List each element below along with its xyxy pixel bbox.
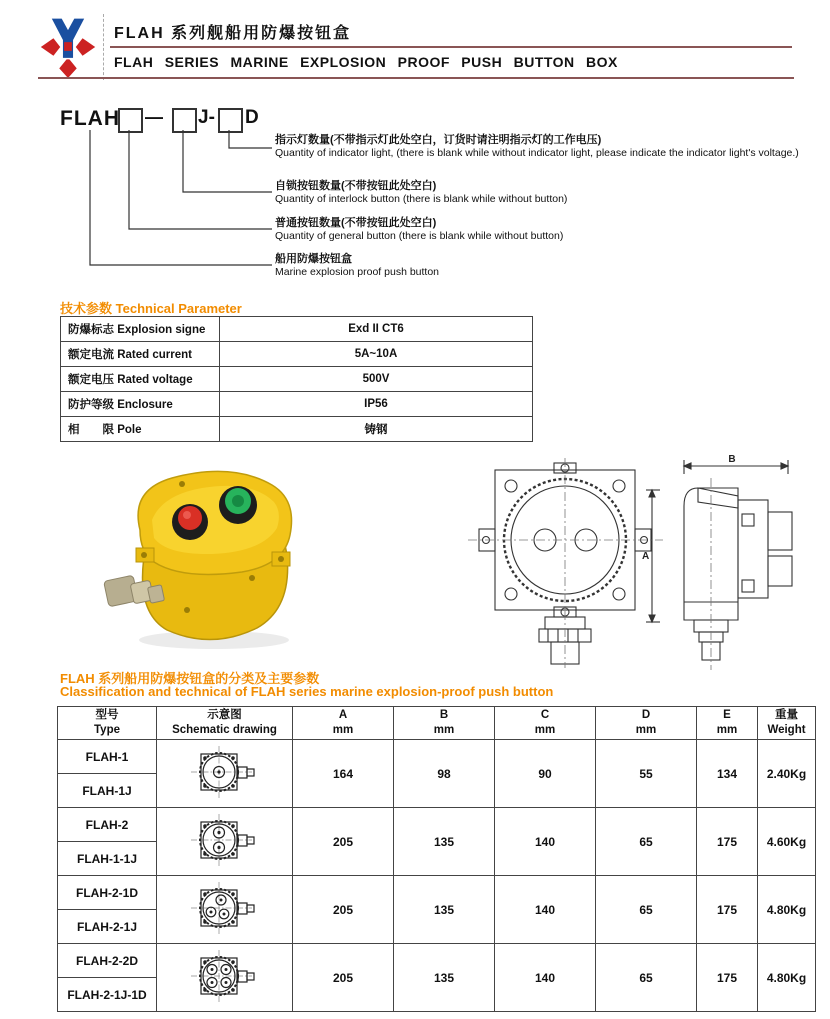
dim-e: 175 bbox=[697, 808, 758, 876]
header-divider bbox=[103, 14, 104, 80]
dim-d: 65 bbox=[596, 944, 697, 1012]
model-code-dash: — bbox=[145, 107, 163, 127]
dim-a: 164 bbox=[293, 740, 394, 808]
model-type: FLAH-2-1D bbox=[58, 876, 157, 910]
classification-table bbox=[57, 706, 816, 1012]
table-row: 额定电压 Rated voltage 500V bbox=[61, 367, 533, 392]
col-header-e: E mm bbox=[697, 707, 758, 740]
annotation-indicator-light: 指示灯数量(不带指示灯此处空白，订货时请注明指示灯的工作电压) Quantity of indicator light, (there is blank while without indicator light, please indicate the indicator light's voltage.) bbox=[275, 134, 799, 159]
classification-heading-en: Classification and technical of FLAH series marine explosion-proof push button bbox=[60, 684, 554, 699]
dim-b: 135 bbox=[394, 944, 495, 1012]
table-row bbox=[58, 876, 816, 910]
dim-c: 140 bbox=[495, 944, 596, 1012]
col-header-weight: 重量 Weight bbox=[758, 707, 816, 740]
dim-c: 140 bbox=[495, 876, 596, 944]
col-header-b: B mm bbox=[394, 707, 495, 740]
model-type: FLAH-1J bbox=[58, 774, 157, 808]
model-code-box-general bbox=[118, 108, 143, 133]
dim-b: 135 bbox=[394, 808, 495, 876]
dim-d: 55 bbox=[596, 740, 697, 808]
model-type: FLAH-2-1J bbox=[58, 910, 157, 944]
model-code-leader-lines bbox=[60, 128, 280, 278]
dim-b: 98 bbox=[394, 740, 495, 808]
col-header-c: C mm bbox=[495, 707, 596, 740]
dim-e: 175 bbox=[697, 944, 758, 1012]
dim-e: 134 bbox=[697, 740, 758, 808]
col-header-schematic: 示意图 Schematic drawing bbox=[157, 707, 293, 740]
model-code-prefix: FLAH bbox=[60, 107, 120, 130]
model-type: FLAH-2 bbox=[58, 808, 157, 842]
table-row: 额定电流 Rated current 5A~10A bbox=[61, 342, 533, 367]
table-row bbox=[58, 740, 816, 774]
dim-d: 65 bbox=[596, 808, 697, 876]
weight: 2.40Kg bbox=[758, 740, 816, 808]
model-code-box-indicator bbox=[218, 108, 243, 133]
table-row bbox=[58, 944, 816, 978]
weight: 4.60Kg bbox=[758, 808, 816, 876]
dimension-label-a: A bbox=[642, 551, 650, 562]
red-button-icon bbox=[172, 504, 208, 540]
dimension-label-b: B bbox=[728, 454, 736, 465]
classification-heading-zh: FLAH 系列船用防爆按钮盒的分类及主要参数 bbox=[60, 671, 320, 686]
table-row: 相 限 Pole 铸钢 bbox=[61, 417, 533, 442]
dim-c: 140 bbox=[495, 808, 596, 876]
schematic-4-button-icon bbox=[157, 944, 293, 1012]
annotation-interlock-button: 自锁按钮数量(不带按钮此处空白) Quantity of interlock button (there is blank while without button) bbox=[275, 180, 568, 205]
table-row: 防爆标志 Explosion signe Exd II CT6 bbox=[61, 317, 533, 342]
weight: 4.80Kg bbox=[758, 876, 816, 944]
dim-a: 205 bbox=[293, 808, 394, 876]
col-header-a: A mm bbox=[293, 707, 394, 740]
side-view-drawing bbox=[638, 452, 810, 674]
product-photo bbox=[92, 460, 337, 655]
table-row: 防护等级 Enclosure IP56 bbox=[61, 392, 533, 417]
schematic-2-button-icon bbox=[157, 808, 293, 876]
dim-b: 135 bbox=[394, 876, 495, 944]
dim-d: 65 bbox=[596, 876, 697, 944]
front-view-drawing bbox=[468, 458, 663, 670]
model-type: FLAH-2-2D bbox=[58, 944, 157, 978]
schematic-1-button-icon bbox=[157, 740, 293, 808]
green-button-icon bbox=[219, 486, 257, 524]
model-type: FLAH-2-1J-1D bbox=[58, 978, 157, 1012]
model-code-box-interlock bbox=[172, 108, 197, 133]
model-code-j: J- bbox=[198, 107, 215, 128]
weight: 4.80Kg bbox=[758, 944, 816, 1012]
annotation-marine-box: 船用防爆按钮盒 Marine explosion proof push button bbox=[275, 253, 440, 278]
dim-c: 90 bbox=[495, 740, 596, 808]
table-header-row bbox=[58, 707, 816, 740]
dim-a: 205 bbox=[293, 944, 394, 1012]
schematic-3-button-icon bbox=[157, 876, 293, 944]
tech-params-table bbox=[60, 316, 533, 442]
model-type: FLAH-1 bbox=[58, 740, 157, 774]
dim-a: 205 bbox=[293, 876, 394, 944]
dim-e: 175 bbox=[697, 876, 758, 944]
company-logo-icon bbox=[38, 14, 98, 80]
col-header-type: 型号 Type bbox=[58, 707, 157, 740]
table-row bbox=[58, 808, 816, 842]
page-title-en: FLAH SERIES MARINE EXPLOSION PROOF PUSH BUTTON BOX bbox=[114, 54, 618, 70]
header-rule bbox=[110, 46, 792, 48]
col-header-d: D mm bbox=[596, 707, 697, 740]
model-type: FLAH-1-1J bbox=[58, 842, 157, 876]
page-title-zh: FLAH 系列舰船用防爆按钮盒 bbox=[114, 25, 352, 42]
model-code-d: D bbox=[245, 107, 259, 128]
header-rule bbox=[38, 77, 794, 79]
tech-params-heading: 技术参数 Technical Parameter bbox=[60, 301, 242, 316]
annotation-general-button: 普通按钮数量(不带按钮此处空白) Quantity of general button (there is blank while without button) bbox=[275, 217, 564, 242]
